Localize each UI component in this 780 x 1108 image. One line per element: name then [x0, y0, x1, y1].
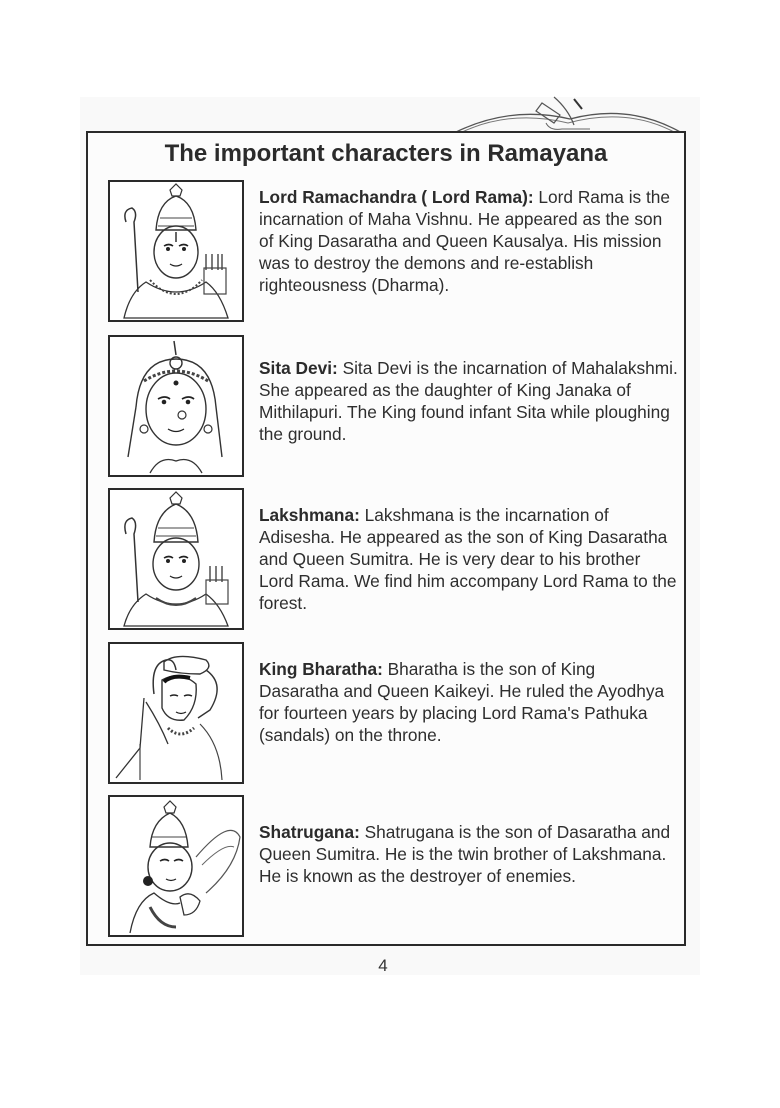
- character-description: [259, 186, 679, 296]
- rama-portrait-icon: [110, 182, 242, 320]
- lakshmana-portrait-icon: [110, 490, 242, 628]
- character-description: [259, 658, 679, 746]
- bow-decoration-icon: [450, 95, 686, 135]
- sita-portrait-icon: [110, 337, 242, 475]
- character-name: Sita Devi:: [259, 358, 338, 378]
- character-description: [259, 357, 679, 445]
- page-title: The important characters in Ramayana: [164, 140, 608, 167]
- character-name: Lord Ramachandra ( Lord Rama):: [259, 187, 534, 207]
- character-text: Bharatha is the son of King Dasaratha and Queen Kaikeyi. He ruled the Ayodhya for fourteen years by placing Lord Rama's Pathuka (sandals) on the throne.: [259, 659, 665, 745]
- shatrugana-portrait-icon: [110, 797, 242, 935]
- bharatha-illustration: [108, 642, 244, 784]
- rama-illustration: [108, 180, 244, 322]
- character-text: Shatrugana is the son of Dasaratha and Queen Sumitra. He is the twin brother of Lakshmana. He is known as the destroyer of enemies.: [259, 822, 671, 886]
- page-number: 4: [378, 956, 388, 975]
- shatrugana-illustration: [108, 795, 244, 937]
- bharatha-portrait-icon: [110, 644, 242, 782]
- character-text: Lakshmana is the incarnation of Adisesha. He appeared as the son of King Dasaratha and Queen Sumitra. He is very dear to his brother Lord Rama. We find him accompany Lord Rama to the forest.: [259, 505, 677, 613]
- character-text: Lord Rama is the incarnation of Maha Vishnu. He appeared as the son of King Dasaratha and Queen Kausalya. His mission was to destroy the demons and re-establish righteousness (Dharma).: [259, 187, 671, 295]
- lakshmana-illustration: [108, 488, 244, 630]
- character-text: Sita Devi is the incarnation of Mahalakshmi. She appeared as the daughter of King Janaka of Mithilapuri. The King found infant Sita while ploughing the ground.: [259, 358, 678, 444]
- character-name: Shatrugana:: [259, 822, 360, 842]
- character-name: King Bharatha:: [259, 659, 383, 679]
- character-name: Lakshmana:: [259, 505, 360, 525]
- character-description: [259, 821, 679, 887]
- sita-illustration: [108, 335, 244, 477]
- character-description: [259, 504, 679, 614]
